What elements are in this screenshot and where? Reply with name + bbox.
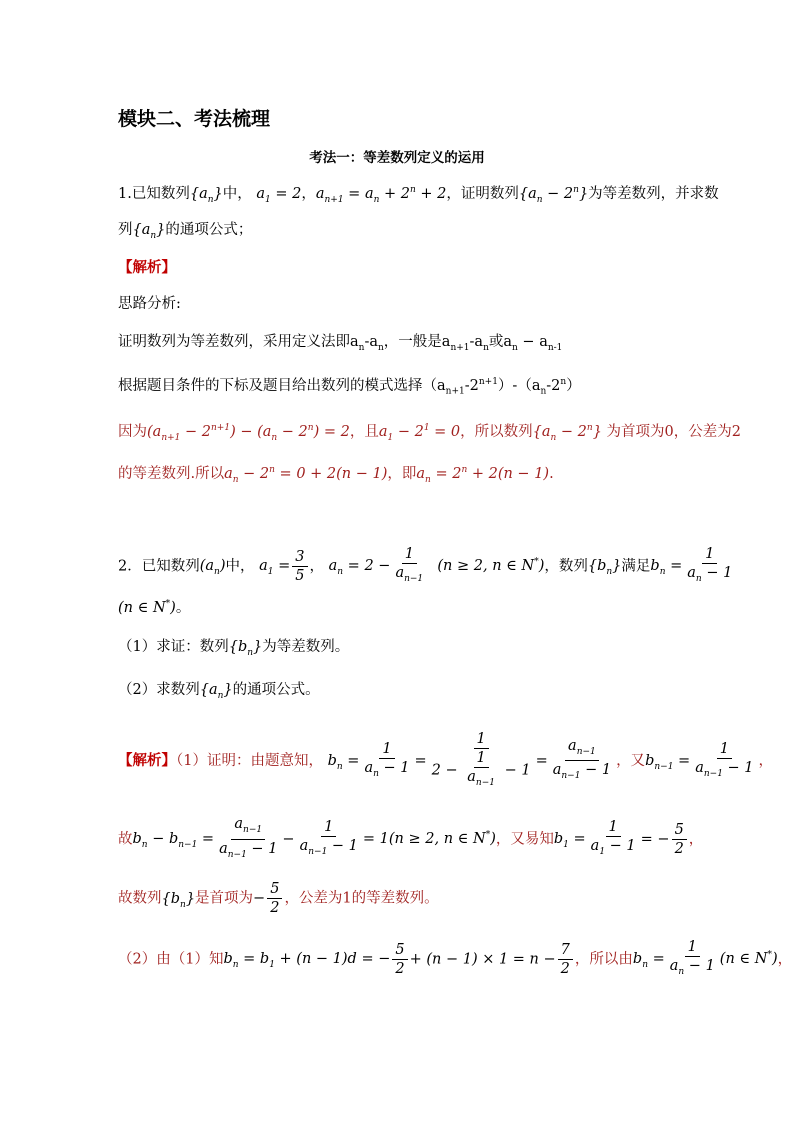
problem-2-part-1: （1）求证：数列$\{b_n\}$为等差数列。	[118, 639, 350, 658]
problem-2-part-2: （2）求数列$\{a_n\}$的通项公式。	[118, 682, 320, 701]
problem-2-solution-1: 【解析】（1）证明：由题意知， $b_n$ = $\frac{1}{a_n - 1}$ = 1 2 − $\frac{1}{a_{n-1}}$ − 1 = $\frac{a_{n-1}}{a_{n-1} - 1}$ ，又$b_{n-1}$ = $\frac{1}{a_{n-1} - 1}$ ，	[118, 731, 774, 788]
problem-2-solution-3: 故数列$\{b_n\}$是首项为− $\frac{5}{2}$ ，公差为1的等差数列。	[118, 881, 439, 916]
problem-1-analysis-1: 证明数列为等差数列，采用定义法即$a_n-a_n$，一般是$a_{n+1}-a_n$或$a_n - a_{n-1}$	[118, 334, 563, 353]
problem-1-solution-2: 的等差数列.所以$a_n - 2^n = 0 + 2(n - 1)$，即$a_n = 2^n + 2(n - 1)$.	[118, 465, 554, 485]
problem-1-line-1: 1.已知数列$\{a_n\}$中， $a_1 = 2$，$a_{n+1} = a_n + 2^n + 2$，证明数列$\{a_n - 2^n\}$为等差数列，并求数	[118, 185, 719, 205]
problem-2-line-1: 2．已知数列$(a_n)$中， $a_1$ = $\frac{3}{5}$ ， $a_n = 2$ − $\frac{1}{a_{n-1}}$ (n ≥ 2, n ∈ N*)，数列$\{b_n\}$满足$b_n$ = $\frac{1}{a_n - 1}$	[118, 546, 733, 584]
problem-1-solution-1: 因为$(a_{n+1} - 2^{n+1}) - (a_n - 2^n) = 2$，且$a_1 - 2^1 = 0$，所以数列$\{a_n - 2^n\}$ 为首项为0，公差为2	[118, 423, 741, 443]
problem-2-solution-2: 故$b_n - b_{n-1}$ = $\frac{a_{n-1}}{a_{n-1} - 1}$ − $\frac{1}{a_{n-1} - 1}$ = 1(n ≥ 2, n ∈ N*)，又易知$b_1$ = $\frac{1}{a_1 - 1}$ = − $\frac{5}{2}$ ，	[118, 816, 704, 860]
problem-2-solution-4: （2）由（1）知$b_n = b_1 + (n - 1)d$ = − $\frac{5}{2}$ + (n − 1) × 1 = n − $\frac{7}{2}$ ，所以由$b_n$ = $\frac{1}{a_n - 1}$ (n ∈ N*)，	[118, 939, 793, 977]
problem-1-analysis-2: 根据题目条件的下标及题目给出数列的模式选择$(a_{n+1}-2^{n+1})-(a_n-2^n)$	[118, 377, 581, 397]
method-title: 考法一：等差数列定义的运用	[309, 150, 485, 166]
section-title: 模块二、考法梳理	[118, 108, 271, 130]
problem-2-line-2: (n ∈ N*)。	[118, 599, 191, 616]
problem-1-analysis-title: 思路分析:	[118, 296, 181, 312]
problem-1-line-2: 列$\{a_n\}$的通项公式；	[118, 222, 253, 241]
problem-1-analysis-label: 【解析】	[118, 259, 176, 276]
